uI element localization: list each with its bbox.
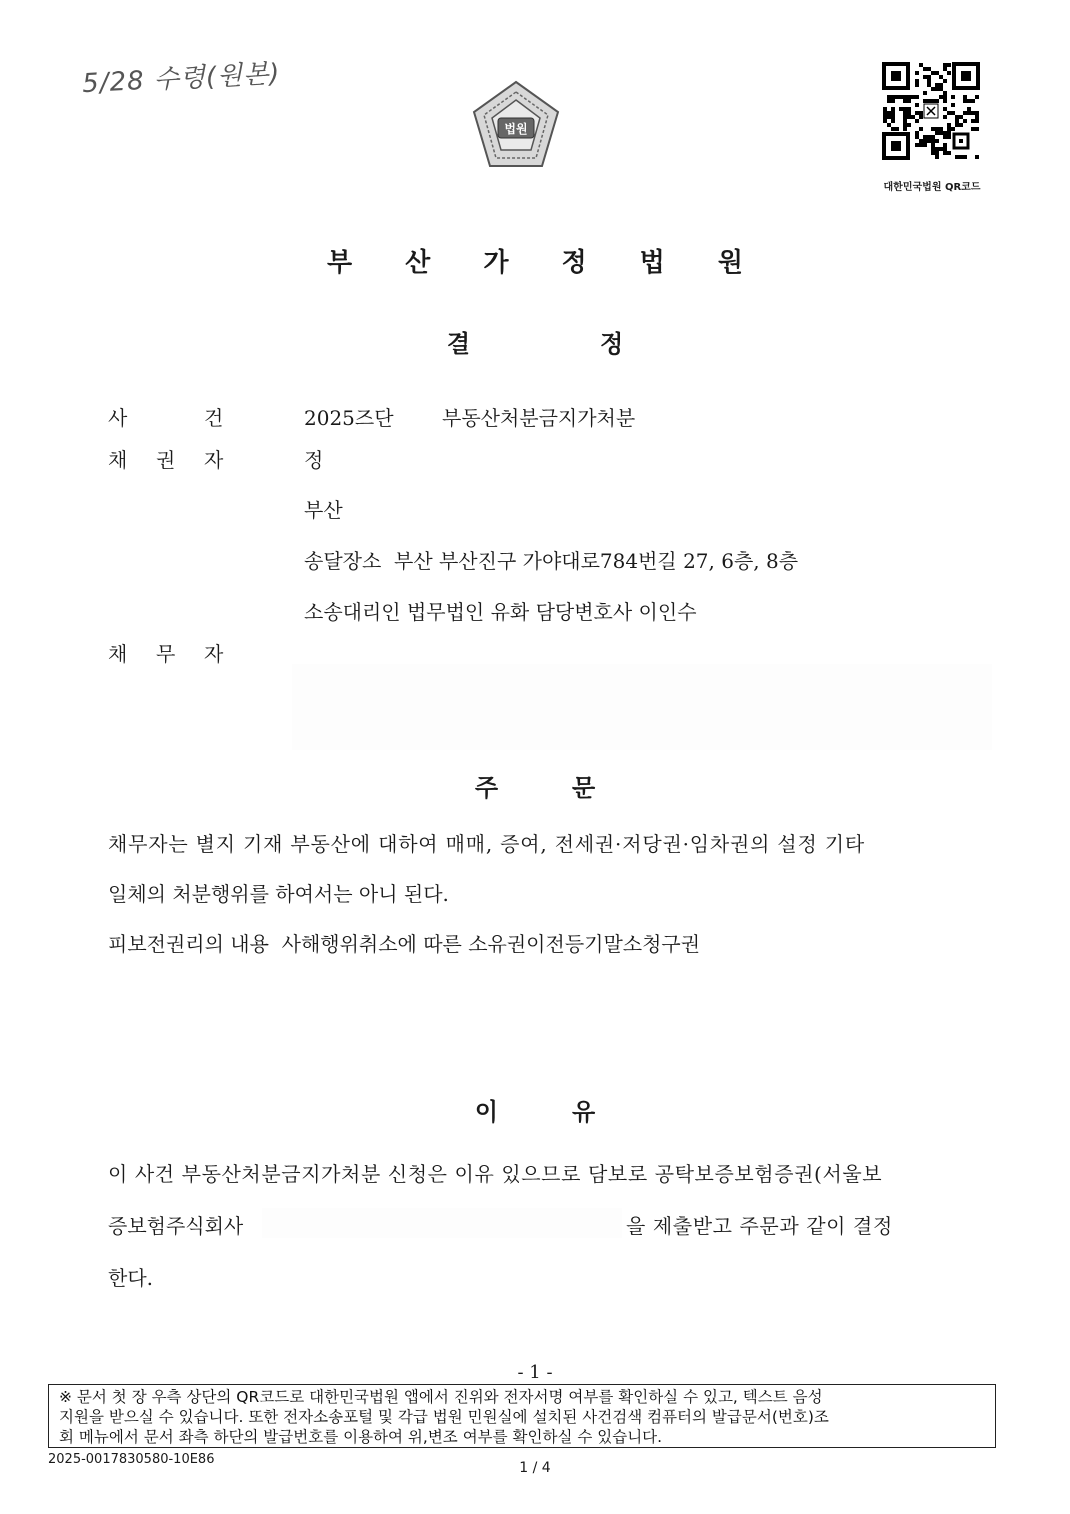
case-name: 부동산처분금지가처분 [442, 406, 636, 430]
page-marker: - 1 - [517, 1362, 553, 1383]
creditor-attorney: 소송대리인 법무법인 유화 담당변호사 이인수 [304, 600, 697, 624]
reason-heading: 이 유 [474, 1097, 596, 1126]
notice-line-3: 회 메뉴에서 문서 좌측 하단의 발급번호를 이용하여 위,변조 여부를 확인하실 수 있습니다. [59, 1428, 663, 1446]
notice-line-1: ※ 문서 첫 장 우측 상단의 QR코드로 대한민국법원 앱에서 진위와 전자서명 여부를 확인하실 수 있고, 텍스트 음성 [59, 1388, 823, 1406]
emblem-text: 법원 [504, 122, 528, 136]
reason-line-2a: 증보험주식회사 [108, 1214, 244, 1238]
creditor-label: 채 권 자 [108, 448, 224, 472]
court-name: 부 산 가 정 법 원 [327, 248, 765, 278]
page-count: 1 / 4 [519, 1460, 551, 1476]
creditor-name: 정 [304, 448, 324, 472]
qr-code-icon [882, 62, 980, 160]
handwritten-note: 5/28 수령(원본) [81, 58, 282, 100]
verification-notice [48, 1384, 996, 1448]
case-label: 사 건 [108, 406, 224, 430]
order-heading: 주 문 [474, 773, 596, 802]
creditor-service-address: 송달장소 부산 부산진구 가야대로784번길 27, 6층, 8층 [304, 549, 799, 573]
case-number: 2025즈단 [304, 406, 394, 430]
order-line-1: 채무자는 별지 기재 부동산에 대하여 매매, 증여, 전세권·저당권·임차권의 설정 기타 [108, 832, 866, 856]
creditor-address: 부산 [304, 498, 343, 522]
redacted-debtor-block [292, 664, 992, 750]
reason-line-3: 한다. [108, 1266, 153, 1290]
notice-line-2: 지원을 받으실 수 있습니다. 또한 전자소송포털 및 각급 법원 민원실에 설치된 사건검색 컴퓨터의 발급문서(번호)조 [59, 1408, 829, 1426]
court-emblem-icon [468, 78, 564, 174]
document-number: 2025-0017830580-10E86 [48, 1452, 215, 1467]
decision-title: 결 정 [446, 329, 624, 358]
debtor-label: 채 무 자 [108, 642, 224, 666]
reason-line-1: 이 사건 부동산처분금지가처분 신청은 이유 있으므로 담보로 공탁보증보험증권(서울보 [108, 1162, 883, 1186]
redacted-reason-block [262, 1208, 622, 1238]
order-line-3: 피보전권리의 내용 사해행위취소에 따른 소유권이전등기말소청구권 [108, 932, 701, 956]
order-line-2: 일체의 처분행위를 하여서는 아니 된다. [108, 882, 449, 906]
qr-label: 대한민국법원 QR코드 [883, 182, 981, 193]
reason-line-2b: 을 제출받고 주문과 같이 결정 [626, 1214, 893, 1238]
